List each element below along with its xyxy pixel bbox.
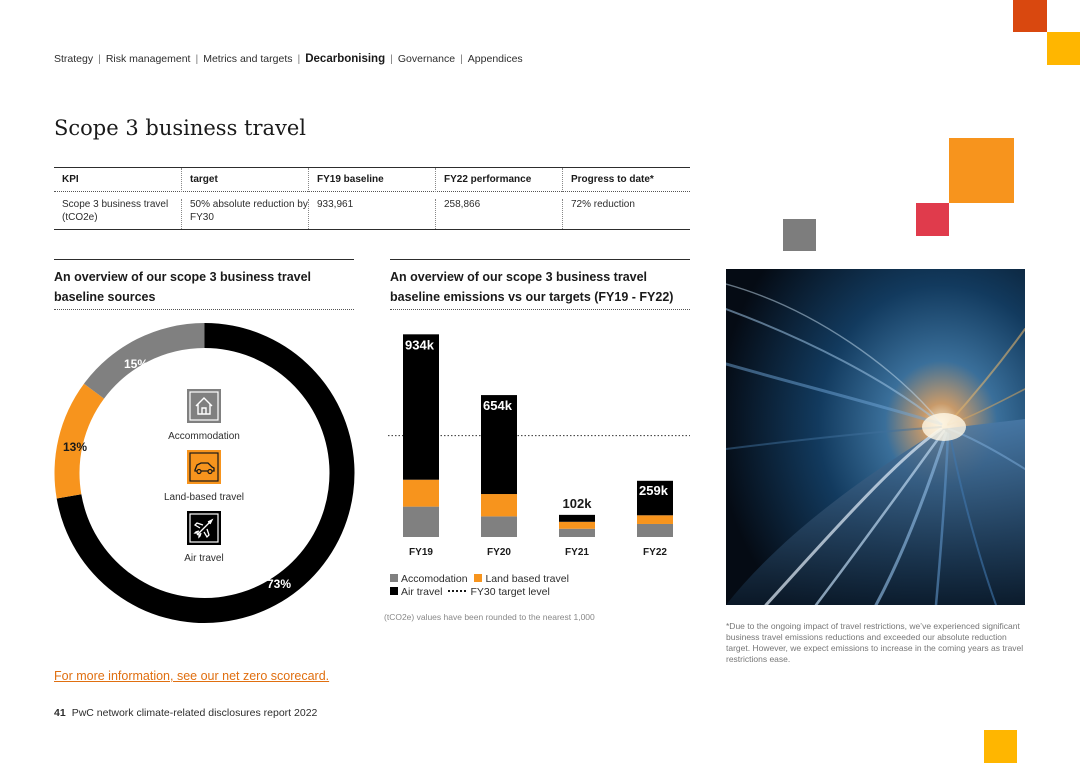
bar-section-divider: [390, 309, 690, 310]
nav-item-governance[interactable]: Governance: [397, 53, 456, 65]
donut-legend-land: Land-based travel: [163, 492, 245, 503]
page-number: 41: [54, 707, 66, 719]
bar-total-label-fy22: 259k: [639, 482, 668, 498]
bar-section-heading: An overview of our scope 3 business travel baseline emissions vs our targets (FY19 - FY22): [390, 259, 690, 307]
rounding-note: (tCO2e) values have been rounded to the nearest 1,000: [384, 612, 595, 622]
bar-total-label-fy21: 102k: [562, 495, 592, 511]
kpi-header-kpi: KPI: [62, 173, 79, 185]
deco-square-yellow-bottom: [984, 730, 1017, 763]
bar-chart: [388, 320, 692, 560]
legend-accommodation: Accomodation: [401, 573, 468, 585]
bar-fy22-accomodation: [637, 524, 673, 537]
x-tick-fy22: FY22: [643, 547, 667, 558]
legend-swatch-accommodation: [390, 574, 398, 582]
kpi-table-header: [54, 168, 690, 192]
donut-label-air: 73%: [267, 577, 292, 591]
bar-fy22-land-based-travel: [637, 515, 673, 524]
bar-fy20-land-based-travel: [481, 494, 517, 516]
nav-item-appendices[interactable]: Appendices: [467, 53, 523, 65]
legend-air: Air travel: [401, 586, 443, 598]
deco-square-yellow-top: [1047, 32, 1080, 65]
donut-label-land: 13%: [63, 440, 88, 454]
page-footer: [54, 707, 317, 719]
car-icon: [187, 450, 221, 484]
legend-target-line: [448, 590, 466, 592]
table-row: [54, 192, 690, 229]
deco-square-red: [916, 203, 949, 236]
bar-fy19-land-based-travel: [403, 480, 439, 507]
nav-item-decarbonising[interactable]: Decarbonising: [305, 53, 386, 65]
donut-legend-air: Air travel: [184, 553, 224, 564]
bar-fy21-air-travel: [559, 515, 595, 522]
legend-swatch-air: [390, 587, 398, 595]
net-zero-scorecard-link[interactable]: For more information, see our net zero scorecard.: [54, 669, 330, 683]
deco-square-dark-orange: [1013, 0, 1047, 32]
kpi-header-target: target: [181, 168, 308, 192]
legend-row-2: [390, 586, 569, 599]
footnote: *Due to the ongoing impact of travel restrictions, we’ve experienced significant business travel emissions reductions and exceeded our absolute reduction target. However, we expect emissions to increase in the coming years as travel restrictions ease.: [726, 621, 1024, 664]
kpi-cell-baseline: 933,961: [308, 199, 435, 229]
legend-target: FY30 target level: [470, 586, 550, 598]
kpi-cell-target: 50% absolute reduction by FY30: [181, 199, 308, 229]
breadcrumb: Strategy | Risk management | Metrics and targets | Decarbonising | Governance | Appendices: [54, 53, 523, 65]
nav-item-strategy[interactable]: Strategy: [54, 53, 94, 65]
deco-square-grey: [783, 219, 816, 251]
footer-text: PwC network climate-related disclosures report 2022: [71, 707, 318, 719]
kpi-cell-performance: 258,866: [435, 199, 562, 229]
kpi-header-performance: FY22 performance: [435, 168, 562, 192]
legend-swatch-land: [474, 574, 482, 582]
airplane-icon: [187, 511, 221, 545]
donut-section-divider: [54, 309, 354, 310]
tunnel-photo: [726, 269, 1025, 605]
x-tick-fy19: FY19: [409, 547, 433, 558]
bar-total-label-fy20: 654k: [483, 398, 512, 414]
bar-fy21-accomodation: [559, 529, 595, 537]
bar-fy20-accomodation: [481, 516, 517, 537]
bar-fy19-accomodation: [403, 507, 439, 537]
kpi-table: [54, 167, 690, 230]
donut-section-heading: An overview of our scope 3 business travel baseline sources: [54, 259, 354, 307]
donut-legend-accommodation: Accommodation: [168, 431, 240, 442]
nav-item-risk-management[interactable]: Risk management: [105, 53, 191, 65]
x-tick-fy21: FY21: [565, 547, 589, 558]
kpi-cell-progress: 72% reduction: [562, 199, 690, 229]
kpi-header-baseline: FY19 baseline: [308, 168, 435, 192]
kpi-cell-kpi: Scope 3 business travel (tCO2e): [62, 199, 169, 223]
page-title: Scope 3 business travel: [54, 116, 307, 140]
deco-square-orange: [949, 138, 1014, 203]
legend-land: Land based travel: [485, 573, 569, 585]
x-tick-fy20: FY20: [487, 547, 511, 558]
donut-label-accommodation: 15%: [124, 357, 149, 371]
bar-total-label-fy19: 934k: [405, 337, 434, 353]
bar-fy19-air-travel: [403, 334, 439, 479]
legend-row-1: [390, 573, 569, 586]
house-icon: [187, 389, 221, 423]
bar-chart-legend: [390, 573, 569, 599]
nav-item-metrics-and-targets[interactable]: Metrics and targets: [203, 53, 293, 65]
bar-fy21-land-based-travel: [559, 522, 595, 529]
kpi-header-progress: Progress to date*: [562, 168, 690, 192]
